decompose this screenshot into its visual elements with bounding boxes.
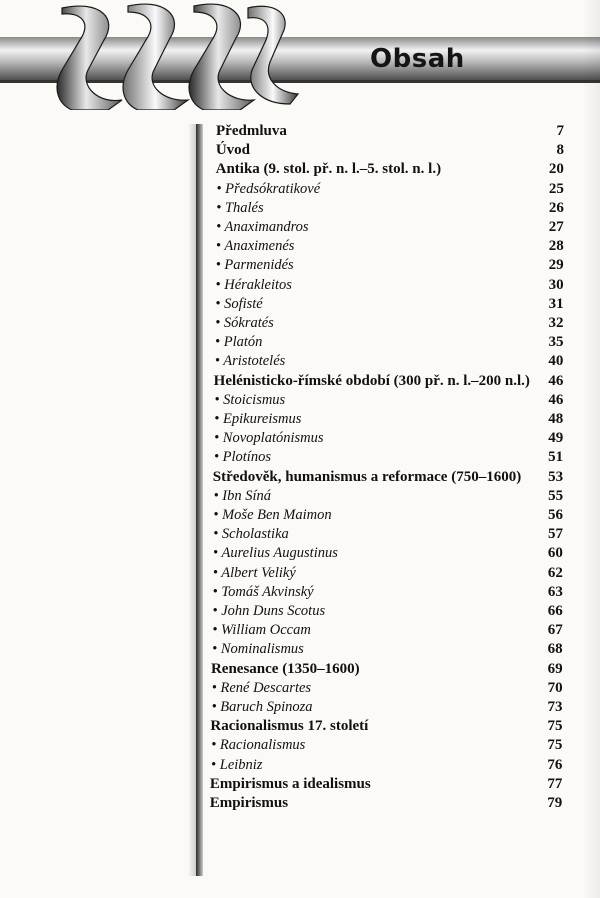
page-title: Obsah xyxy=(370,44,465,74)
toc-page-number: 46 xyxy=(548,372,564,389)
toc-page-number: 26 xyxy=(548,199,564,216)
toc-page-number: 68 xyxy=(547,641,563,658)
toc-subentry-title: • Plotínos xyxy=(213,449,271,466)
toc-subentry-title: • Hérakleitos xyxy=(215,276,292,293)
toc-page-number: 53 xyxy=(548,468,564,485)
toc-page-number: 66 xyxy=(547,603,563,619)
toc-subentry-title: • Ibn Síná xyxy=(213,487,272,504)
toc-entry xyxy=(0,756,600,775)
toc-page-number: 62 xyxy=(547,564,563,581)
page-edge-shadow xyxy=(582,0,600,898)
toc-subentry-title: • Epikureismus xyxy=(214,411,302,427)
toc-subentry-title: • Albert Veliký xyxy=(212,564,296,581)
toc-page-number: 30 xyxy=(548,276,564,293)
toc-chapter-title: Středověk, humanismus a reformace (750–1600) xyxy=(212,468,522,485)
toc-entry xyxy=(0,372,600,391)
toc-subentry-title: • Anaximandros xyxy=(216,219,309,235)
toc-page-number: 75 xyxy=(547,718,563,735)
toc-subentry-title: • Racionalismus xyxy=(211,737,306,754)
toc-entry xyxy=(0,218,600,237)
toc-subentry-title: • Stoicismus xyxy=(214,391,286,408)
toc-subentry-title: • Sókratés xyxy=(215,315,274,331)
spiral-ribbon-icon xyxy=(0,0,600,110)
toc-subentry-title: • Nominalismus xyxy=(212,641,304,658)
toc-subentry-title: • Platón xyxy=(215,334,263,351)
toc-page-number: 28 xyxy=(548,238,564,255)
toc-page-number: 75 xyxy=(547,737,563,754)
toc-entry xyxy=(0,794,600,813)
toc-entry xyxy=(0,602,600,621)
toc-subentry-title: • John Duns Scotus xyxy=(212,603,326,619)
toc-subentry-title: • René Descartes xyxy=(211,679,312,696)
header-banner xyxy=(0,0,600,110)
toc-page-number: 56 xyxy=(548,507,563,523)
toc-entry xyxy=(0,237,600,256)
toc-subentry-title: • Novoplatónismus xyxy=(214,430,324,447)
toc-entry xyxy=(0,679,600,698)
toc-page-number: 55 xyxy=(548,487,564,504)
toc-entry xyxy=(0,141,600,160)
toc-subentry-title: • Thalés xyxy=(216,199,264,216)
toc-page-number: 29 xyxy=(548,257,564,274)
toc-subentry-title: • Tomáš Akvinský xyxy=(212,583,314,600)
toc-entry xyxy=(0,506,600,525)
toc-subentry-title: • Aristotelés xyxy=(214,353,286,370)
toc-page-number: 76 xyxy=(547,756,563,773)
toc-subentry-title: • William Occam xyxy=(212,622,311,639)
toc-entry xyxy=(0,122,600,141)
toc-subentry-title: • Baruch Spinoza xyxy=(211,699,313,715)
toc-entry xyxy=(0,391,600,410)
toc-entry xyxy=(0,199,600,218)
toc-entry xyxy=(0,352,600,371)
toc-entry xyxy=(0,698,600,717)
toc-chapter-title: Předmluva xyxy=(216,123,287,139)
toc-subentry-title: • Leibniz xyxy=(211,756,263,773)
toc-entry xyxy=(0,621,600,640)
toc-page-number: 25 xyxy=(548,180,564,197)
toc-entry xyxy=(0,660,600,679)
toc-chapter-title: Renesance (1350–1600) xyxy=(210,660,360,677)
toc-subentry-title: • Anaximenés xyxy=(215,238,295,255)
toc-subentry-title: • Aurelius Augustinus xyxy=(213,545,338,562)
toc-page-number: 7 xyxy=(556,123,564,139)
toc-page-number: 46 xyxy=(548,391,564,408)
toc-page-number: 48 xyxy=(548,411,564,427)
toc-entry xyxy=(0,564,600,583)
toc-page-number: 57 xyxy=(547,526,563,543)
toc-page-number: 32 xyxy=(548,315,564,331)
toc-entry xyxy=(0,736,600,755)
toc-chapter-title: Empirismus a idealismus xyxy=(209,775,371,792)
toc-page-number: 40 xyxy=(548,353,564,370)
toc-page-number: 27 xyxy=(548,219,564,235)
toc-entry xyxy=(0,583,600,602)
toc-subentry-title: • Parmenidés xyxy=(215,257,294,274)
toc-subentry-title: • Moše Ben Maimon xyxy=(213,507,332,523)
toc-entry xyxy=(0,314,600,333)
toc-entry xyxy=(0,276,600,295)
toc-entry xyxy=(0,525,600,544)
toc-entry xyxy=(0,333,600,352)
toc-page-number: 8 xyxy=(556,142,564,159)
toc-subentry-title: • Sofisté xyxy=(215,295,263,312)
toc-page-number: 79 xyxy=(547,795,563,811)
toc-entry xyxy=(0,775,600,794)
toc-page-number: 60 xyxy=(547,545,563,562)
toc-page-number: 35 xyxy=(548,334,564,351)
toc-chapter-title: Helénisticko-římské období (300 př. n. l.–200 n.l.) xyxy=(213,372,530,389)
toc-entry xyxy=(0,410,600,429)
toc-chapter-title: Antika (9. stol. př. n. l.–5. stol. n. l.) xyxy=(215,161,442,178)
toc-entry xyxy=(0,717,600,736)
toc-entry xyxy=(0,468,600,487)
toc-page-number: 51 xyxy=(548,449,564,466)
toc-page-number: 63 xyxy=(547,583,563,600)
toc-entry xyxy=(0,256,600,275)
toc-entry xyxy=(0,295,600,314)
toc-chapter-title: Úvod xyxy=(215,142,250,159)
toc-entry xyxy=(0,429,600,448)
toc-chapter-title: Empirismus xyxy=(209,795,289,811)
toc-entry xyxy=(0,160,600,179)
toc-subentry-title: • Scholastika xyxy=(213,526,289,543)
toc-entry xyxy=(0,448,600,467)
toc-entry xyxy=(0,487,600,506)
toc-chapter-title: Racionalismus 17. století xyxy=(210,718,369,735)
toc-page-number: 67 xyxy=(547,622,563,639)
toc-page-number: 69 xyxy=(547,660,563,677)
toc-subentry-title: • Předsókratikové xyxy=(216,180,321,197)
toc-page-number: 49 xyxy=(548,430,564,447)
toc-page-number: 70 xyxy=(547,679,563,696)
toc-page-number: 77 xyxy=(547,775,563,792)
toc-entry xyxy=(0,180,600,199)
toc-entry xyxy=(0,544,600,563)
toc-page-number: 20 xyxy=(548,161,564,178)
toc-page-number: 73 xyxy=(547,699,563,715)
toc-entry xyxy=(0,640,600,659)
toc-page-number: 31 xyxy=(548,295,564,312)
